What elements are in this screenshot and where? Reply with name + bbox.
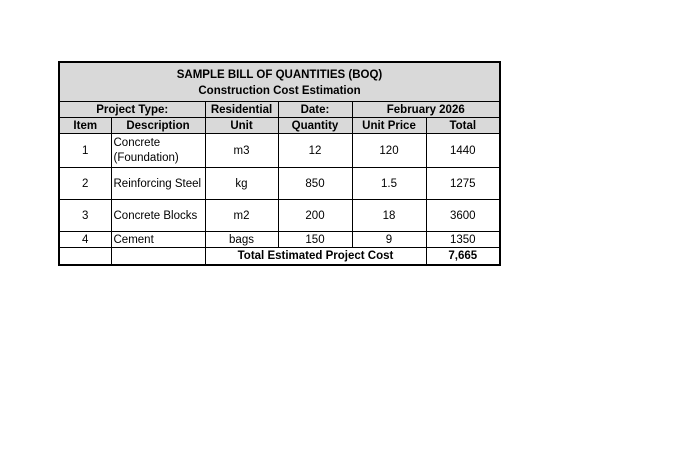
total-cell: 1275 [426, 168, 500, 200]
total-value: 7,665 [426, 248, 500, 265]
date-value: February 2026 [352, 102, 500, 118]
total-row [59, 248, 500, 265]
description-cell: Reinforcing Steel [111, 168, 205, 200]
quantity-cell: 12 [278, 134, 352, 168]
unit-cell: kg [205, 168, 278, 200]
total-cell: 3600 [426, 200, 500, 232]
quantity-cell: 850 [278, 168, 352, 200]
item-cell: 1 [59, 134, 111, 168]
table-row [59, 232, 500, 248]
unit-cell: m2 [205, 200, 278, 232]
unit-cell: bags [205, 232, 278, 248]
table-row [59, 168, 500, 200]
table-subtitle: Construction Cost Estimation [198, 85, 361, 97]
column-header-unit-price: Unit Price [352, 118, 426, 134]
project-info-row [59, 102, 500, 118]
table-row [59, 200, 500, 232]
boq-table [58, 61, 501, 266]
unit-price-cell: 18 [352, 200, 426, 232]
item-cell: 2 [59, 168, 111, 200]
project-type-label: Project Type: [59, 102, 205, 118]
date-label: Date: [278, 102, 352, 118]
column-header-item: Item [59, 118, 111, 134]
title-cell [59, 62, 500, 102]
item-cell: 4 [59, 232, 111, 248]
total-label: Total Estimated Project Cost [205, 248, 426, 265]
column-header-quantity: Quantity [278, 118, 352, 134]
table-row [59, 134, 500, 168]
title-row [59, 62, 500, 102]
total-cell: 1440 [426, 134, 500, 168]
description-cell: Concrete Blocks [111, 200, 205, 232]
unit-price-cell: 9 [352, 232, 426, 248]
quantity-cell: 150 [278, 232, 352, 248]
empty-cell [111, 248, 205, 265]
item-cell: 3 [59, 200, 111, 232]
table-title: SAMPLE BILL OF QUANTITIES (BOQ) [176, 69, 383, 81]
total-cell: 1350 [426, 232, 500, 248]
column-header-description: Description [111, 118, 205, 134]
project-type-value: Residential [205, 102, 278, 118]
unit-cell: m3 [205, 134, 278, 168]
description-cell: Cement [111, 232, 205, 248]
description-cell: Concrete (Foundation) [111, 134, 205, 168]
column-header-row [59, 118, 500, 134]
unit-price-cell: 1.5 [352, 168, 426, 200]
column-header-total: Total [426, 118, 500, 134]
quantity-cell: 200 [278, 200, 352, 232]
unit-price-cell: 120 [352, 134, 426, 168]
empty-cell [59, 248, 111, 265]
column-header-unit: Unit [205, 118, 278, 134]
